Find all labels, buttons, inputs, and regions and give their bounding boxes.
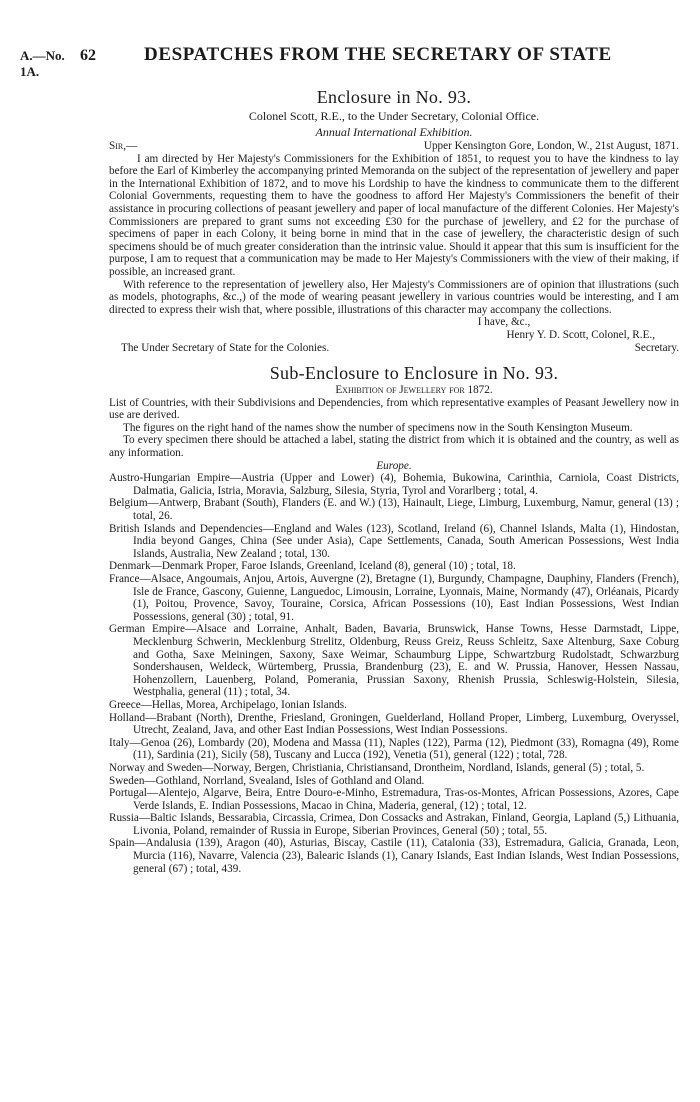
sub-enclosure-intro: List of Countries, with their Subdivisions and Dependencies, from which representative examples of Peasant Jewellery now in use are derived. (109, 396, 679, 422)
country-entry: Austro-Hungarian Empire—Austria (Upper and Lower) (4), Bohemia, Bukowina, Carinthia, Carniola, Coast Districts, Dalmatia, Galicia, Istria, Moravia, Salzburg, Silesia, Styria, Tyrol and Vorarlberg ; total, 4. (109, 472, 679, 497)
running-title: DESPATCHES FROM THE SECRETARY OF STATE (144, 44, 612, 65)
country-list (109, 472, 679, 875)
country-entry: Denmark—Denmark Proper, Faroe Islands, Greenland, Iceland (8), general (10) ; total, 18. (109, 560, 516, 573)
country-entry: German Empire—Alsace and Lorraine, Anhalt, Baden, Bavaria, Brunswick, Hanse Towns, Hesse Darmstadt, Lippe, Mecklenburg Schwerin, Mecklenburg Strelitz, Oldenburg, Reuss Greiz, Reuss Schleitz, Saxe Altenburg, Saxe Coburg and Gotha, Saxe Meiningen, Saxony, Saxe Weimar, Schaumburg Lippe, Schwartzburg Rudolstadt, Schwarzburg Sondershausen, Weldeck, Würtemberg, Prussia, Brandenburg (23), E. and W. Prussia, Hanover, Hessen Nassau, Hohenzollern, Lauenberg, Poland, Pomerania, Prussian Saxony, Rhenish Prussia, Schleswig-Holstein, Silesia, Westphalia, general (11) ; total, 34. (109, 623, 679, 699)
country-entry: Russia—Baltic Islands, Bessarabia, Circassia, Crimea, Don Cossacks and Astrakan, Finland, Georgia, Lapland (5,) Lithuania, Livonia, Poland, remainder of Russia in Europe, Siberian Provinces, General (50) ; total, 55. (109, 812, 679, 837)
letter-paragraph-2: With reference to the representation of jewellery also, Her Majesty's Commissioners are of opinion that illustrations (such as models, photographs, &c.,) of the mode of wearing peasant jewellery in various countries would be interesting, and I am directed to express their wish that, where possible, illustrations of this character may accompany the collections. (109, 278, 679, 316)
signature: Henry Y. D. Scott, Colonel, R.E., (506, 328, 655, 341)
country-entry: Portugal—Alentejo, Algarve, Beira, Entre Douro-e-Minho, Estremadura, Tras-os-Montes, African Possessions, Azores, Cape Verde Islands, E. Indian Possessions, Macao in China, Maderia, general, (12) ; total, 12. (109, 787, 679, 812)
letter-paragraph-1: I am directed by Her Majesty's Commissioners for the Exhibition of 1851, to request you to have the kindness to lay before the Earl of Kimberley the accompanying printed Memoranda on the subject of the representation of jewellery and paper in the International Exhibition of 1872, and to move his Lordship to have the kindness to communicate them to the different Colonial Governments, requesting them to have the goodness to afford Her Majesty's Commissioners the benefit of their assistance in procuring collections of peasant jewellery and paper of local manufacture of the different Colonies. Her Majesty's Commissioners are prepared to grant sums not exceeding £30 for the purchase of jewellery, and £2 for the purchase of specimens of paper in each Colony, it being borne in mind that in the case of jewellery, the characteristic design of such specimens should be of much greater consideration than the intrinsic value. Should it appear that this sum is insufficient for the purpose, I am to request that a communication may be made to Her Majesty's Commissioners with the view of their making, if possible, an increased grant. (109, 152, 679, 278)
country-entry: Sweden—Gothland, Norrland, Svealand, Isles of Gothland and Oland. (109, 774, 425, 787)
country-entry: Greece—Hellas, Morea, Archipelago, Ionian Islands. (109, 698, 347, 711)
country-entry: France—Alsace, Angoumais, Anjou, Artois, Auvergne (2), Bretagne (1), Burgundy, Champagne, Dauphiny, Flanders (French), Isle de France, Gascony, Guienne, Languedoc, Limousin, Lorraine, Lyonnais, Maine, Normandy (47), Orléanais, Picardy (1), Poitou, Provence, Savoy, Touraine, Corsica, African Possessions (10), East Indian Possessions, West Indian Possessions, general (30) ; total, 91. (109, 573, 679, 623)
salutation: Sir,— (109, 140, 138, 152)
letter-head-row (109, 140, 679, 153)
country-entry: British Islands and Dependencies—England and Wales (123), Scotland, Ireland (6), Channel Islands, Malta (1), Hindostan, India beyond Ganges, China (See under Asia), Cape Settlements, Canada, South American Possessions, West India Islands, Australia, New Zealand ; total, 130. (109, 522, 679, 560)
addressee: The Under Secretary of State for the Colonies. (121, 341, 330, 354)
country-entry: Holland—Brabant (North), Drenthe, Friesland, Groningen, Guelderland, Holland Proper, Limberg, Luxemburg, Overyssel, Utrecht, Zealand, Java, and other East Indian Possessions, West Indian Possessions. (109, 711, 679, 737)
page-number: 62 (80, 47, 96, 64)
sub-enclosure-note-2: To every specimen there should be attached a label, stating the district from which it is obtained and the country, as well as any information. (109, 434, 679, 460)
region-heading: Europe. (376, 459, 412, 472)
closing: I have, &c., (477, 316, 531, 329)
enclosure-from-to: Colonel Scott, R.E., to the Under Secretary, Colonial Office. (248, 109, 540, 123)
sub-enclosure-note-1: The figures on the right hand of the names show the number of specimens now in the South Kensington Museum. (123, 421, 633, 434)
enclosure-heading: Enclosure in No. 93. (316, 87, 472, 107)
country-entry: Spain—Andalusia (139), Aragon (40), Asturias, Biscay, Castile (11), Catalonia (33), Estremadura, Galicia, Granada, Leon, Murcia (116), Navarre, Valencia (23), Balearic Islands (1), Canary Islands, East Indian Islands, West Indian Possessions, general (67) ; total, 439. (109, 837, 679, 875)
sub-enclosure-heading: Sub-Enclosure to Enclosure in No. 93. (269, 363, 559, 384)
country-entry: Norway and Sweden—Norway, Bergen, Christiania, Christiansand, Drontheim, Nordland, Islands, general (5) ; total, 5. (109, 761, 645, 774)
signature-role: Secretary. (634, 341, 679, 354)
country-entry: Belgium—Antwerp, Brabant (South), Flanders (E. and W.) (13), Hainault, Liege, Limburg, Luxemburg, Namur, general (13) ; total, 26. (109, 497, 679, 523)
page-header (20, 44, 686, 79)
sub-enclosure-subtitle: Exhibition of Jewellery for 1872. (335, 384, 493, 397)
addressee-row (109, 342, 679, 355)
letter-address: Upper Kensington Gore, London, W., 21st August, 1871. (423, 140, 679, 152)
document-code: A.—No. 1A. (20, 48, 65, 79)
enclosure-subject: Annual International Exhibition. (315, 125, 473, 139)
document-body (109, 86, 679, 875)
country-entry: Italy—Genoa (26), Lombardy (20), Modena and Massa (11), Naples (122), Parma (12), Piedmont (33), Romagna (49), Rome (11), Sardinia (21), Sicily (58), Tuscany and Lucca (192), Venetia (51), general (122) ; total, 728. (109, 736, 679, 762)
